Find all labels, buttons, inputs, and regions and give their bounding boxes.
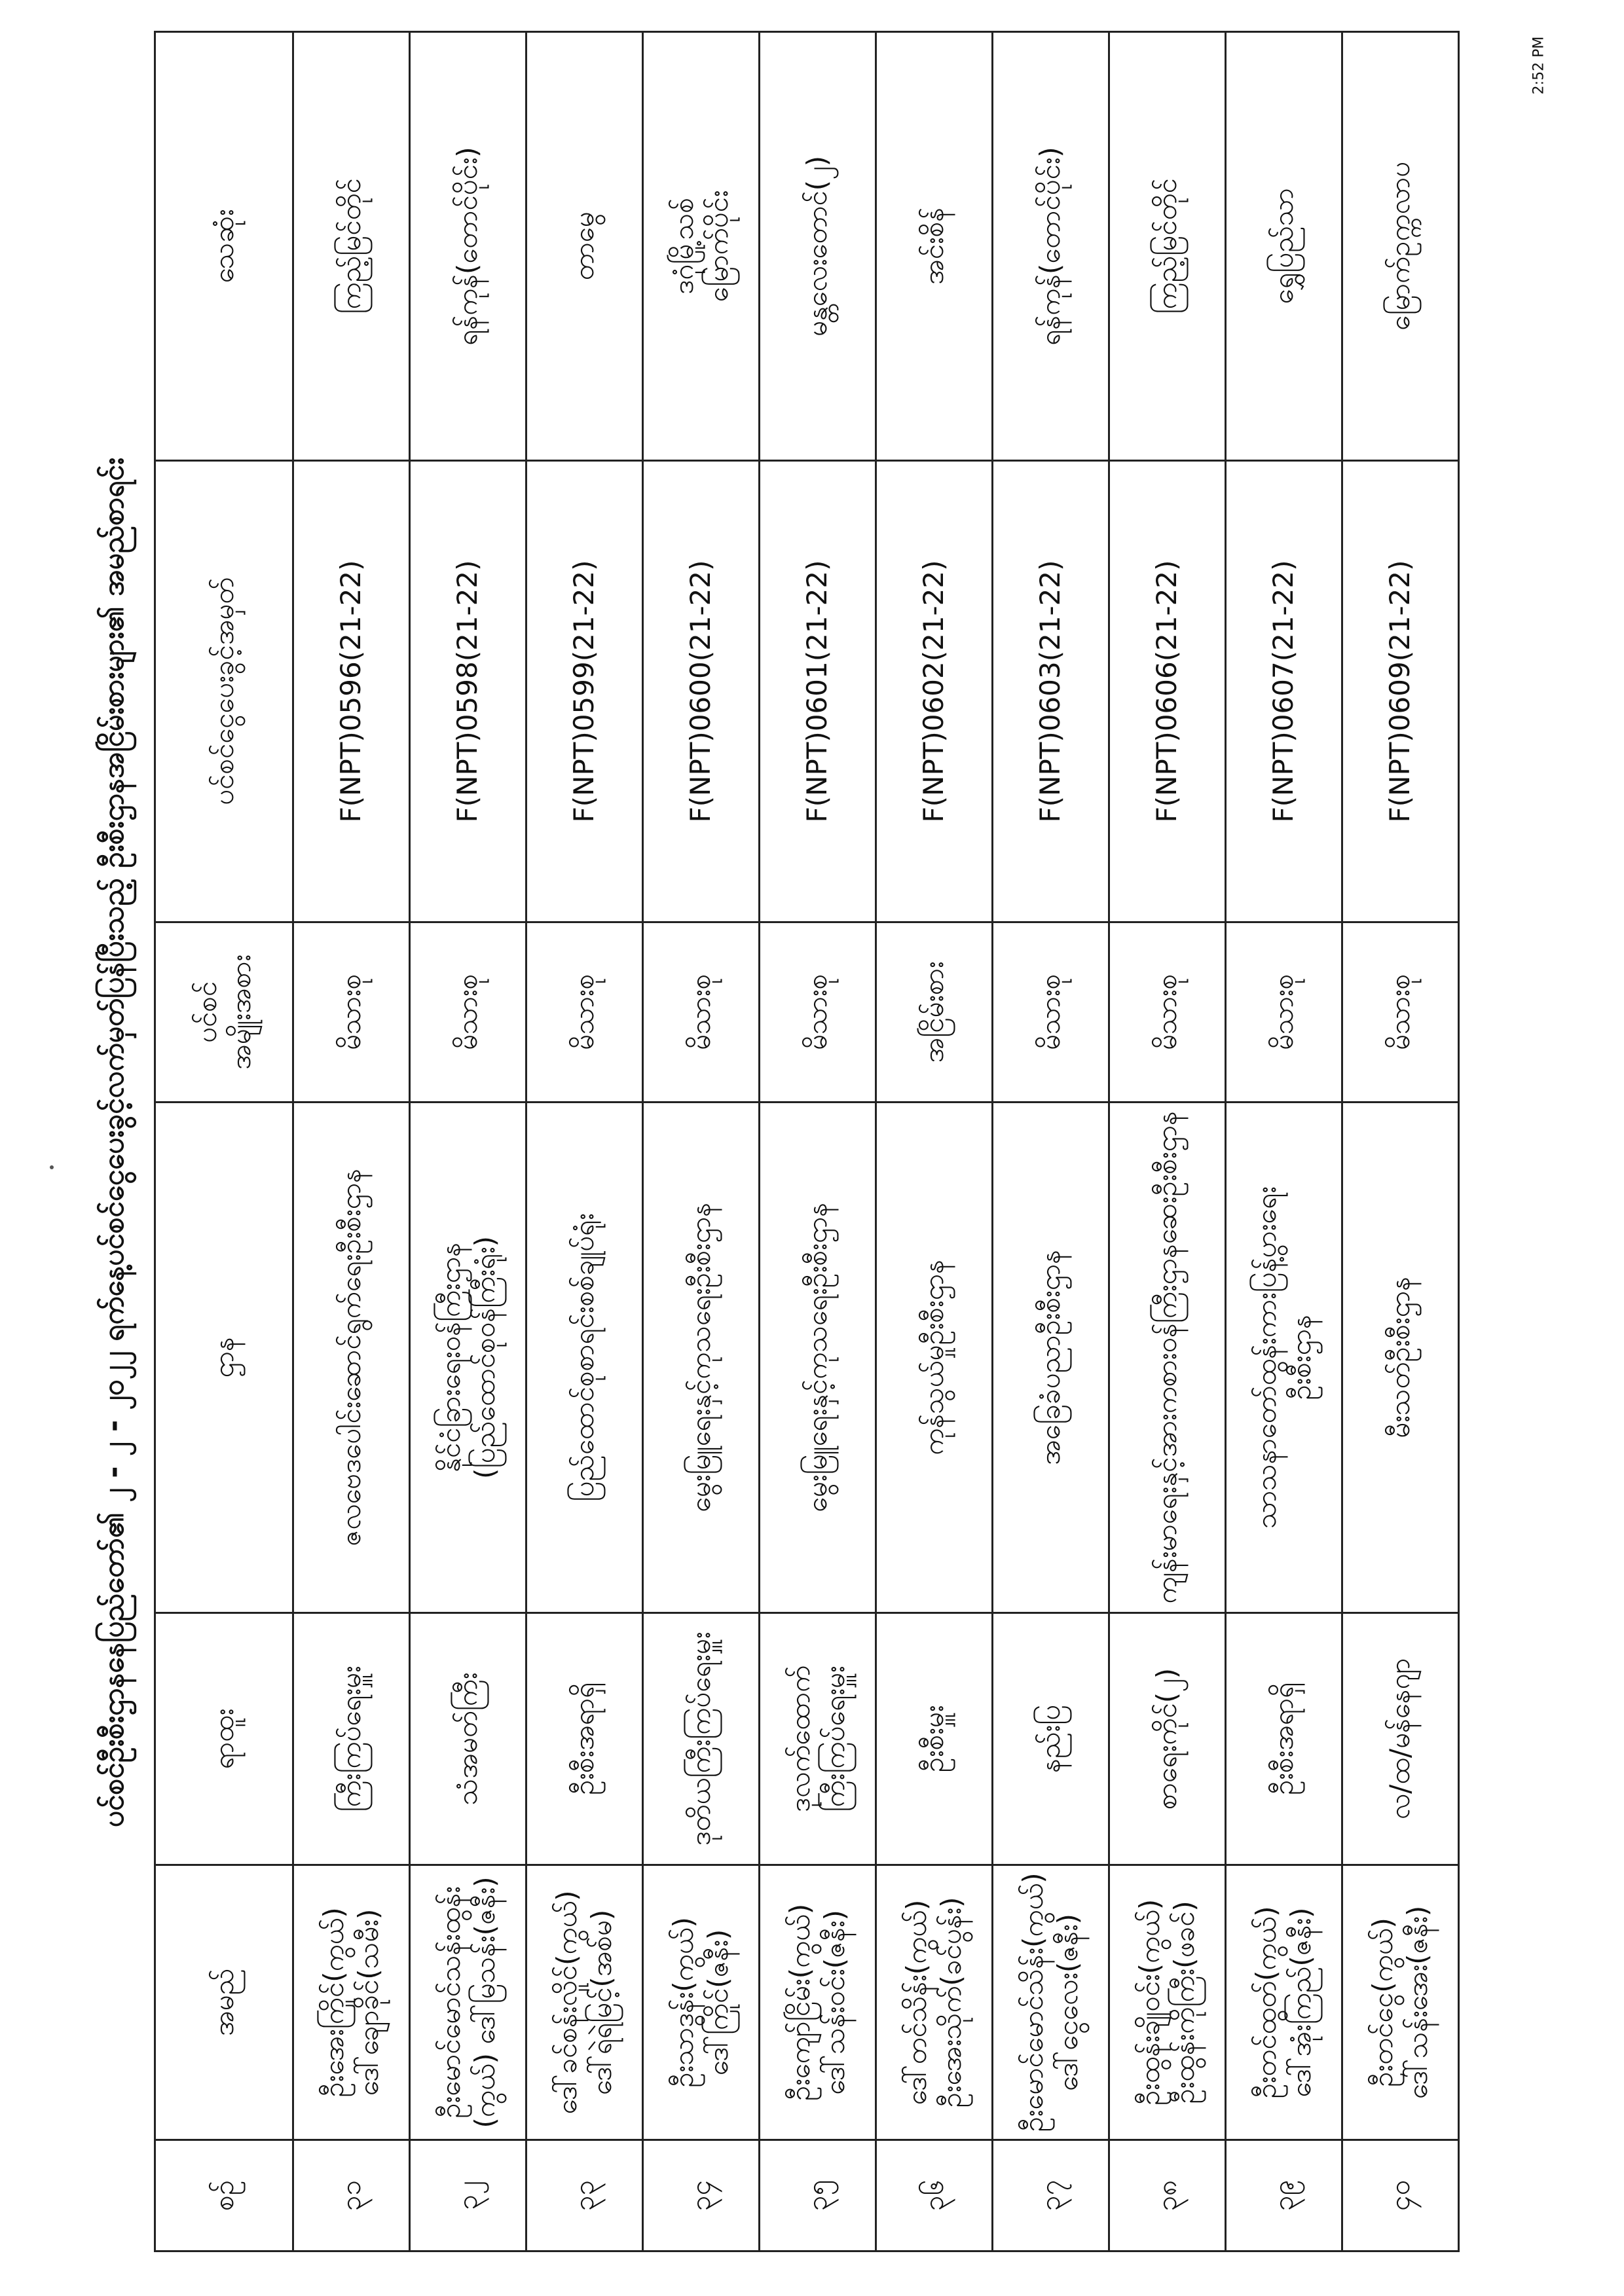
cell-rank-text: နည်းပြ [1034,1705,1067,1774]
cell-name-text: ဦးတင်ငွေ(ကွယ်) [1367,1918,1399,2087]
cell-name [410,1865,526,2140]
cell-pension-type-text: မိသားစု [335,974,367,1051]
cell-cert-no-text: F(NPT)0603(21-22) [1034,560,1067,823]
cell-office-text: ပြည်ထောင်စုစာရင်းစစ်ချုပ်ရုံး [568,1213,600,1502]
table-row [410,32,526,2251]
cell-cert-no-text: F(NPT)0607(21-22) [1267,560,1300,823]
cell-pension-type [1226,922,1342,1102]
cell-rank [410,1613,526,1865]
cell-place [1342,32,1459,461]
cell-place-text: ကြည့်မြင်တိုင် [335,178,367,314]
cell-place [993,32,1109,461]
cell-no [1109,2140,1226,2251]
cell-office [293,1102,410,1613]
cell-pension-type-text: မိသားစု [568,974,600,1051]
cell-pension-type-text: မိသားစု [1267,974,1300,1051]
header-rank: ရာထူး [155,1613,293,1865]
cell-place [1109,32,1226,461]
cell-cert-no-text: F(NPT)0602(21-22) [917,560,950,823]
cell-rank [526,1613,643,1865]
cell-name-text: ဦးသာဒွန်း(ကွယ်) [667,1917,699,2088]
cell-no-text: ၃၁ [335,2179,367,2212]
cell-name-text: ဒေါ်တင်သိန်း(ကွယ်) [900,1899,932,2105]
header-place: သေဆုံး [155,32,293,461]
cell-office-text: ကျန်းမာရေးနှင့်အားကစားဝန်ကြီးဌာနဆေးဦးစီးဌာန [1151,1111,1183,1604]
cell-office-text: သာသနာတော်ထွန်းကားပြန့်ပွားရေး [1250,1186,1282,1529]
cell-rank [293,1613,410,1865]
cell-cert-no-text: F(NPT)0599(21-22) [568,560,600,823]
header-name: အမည် [155,1865,293,2140]
cell-name-text: ဦးတင်ထွတ်(ကွယ်) [1250,1906,1282,2099]
cell-pension-type-text: မိသားစု [451,974,484,1051]
cell-name [1109,1865,1226,2140]
cell-no [643,2140,760,2251]
cell-rank-text: ဦးစီးမှူး [917,1705,950,1773]
cell-name-text: ဒေါ်ခင်စန်းလှိုင်(ကွယ်) [551,1890,583,2115]
table-row [993,32,1109,2251]
table-row [876,32,993,2251]
cell-cert-no [760,461,876,922]
cell-name-text: ဒေါ်သန်းဝင်း(ဇနီး) [818,1910,851,2095]
cell-cert-no-text: F(NPT)0600(21-22) [684,560,717,823]
header-pension-type: ပင်စင် အမျိုးအစား [155,922,293,1102]
cell-name-text: ဦးမောင်မောင်သိန်း(ကွယ်) [1017,1872,1049,2132]
cell-place-text: ရန်ကုန်(တောင်ပိုင်း) [451,147,484,346]
cell-cert-no-text: F(NPT)0606(21-22) [1151,560,1183,823]
cell-place-text: တာမွေ [568,211,600,281]
cell-rank-text: ကြီးကြပ်ရေးမှူး [335,1666,367,1812]
cell-no [526,2140,643,2251]
cell-cert-no [410,461,526,922]
cell-name-text: ဒေါ်ချောခိုင်(သမီး) [352,1908,384,2096]
cell-rank-text: သံအမတ်ကြီး [451,1672,484,1806]
cell-no [293,2140,410,2251]
cell-cert-no [293,461,410,922]
cell-pension-type [293,922,410,1102]
cell-place [1226,32,1342,461]
cell-place-text: ကြည့်မြင်တိုင် [1151,178,1183,314]
table-row [760,32,876,2251]
cell-place-text: အင်းစိန် [917,208,950,285]
cell-cert-no [643,461,760,922]
cell-name [760,1865,876,2140]
cell-cert-no-text: F(NPT)0598(21-22) [451,560,484,823]
cell-name-text: ဦးအေးသိုက်(ခင်ပွန်း) [934,1897,967,2108]
cell-name [876,1865,993,2140]
pension-table [154,31,1460,2252]
cell-cert-no [993,461,1109,922]
cell-pension-type [760,922,876,1102]
cell-office [526,1102,643,1613]
cell-rank-text: ဒုလက်ထောက် [784,1665,816,1813]
cell-office [1342,1102,1459,1613]
cell-pension-type [1109,922,1226,1102]
cell-cert-no-text: F(NPT)0601(21-22) [801,560,834,823]
rotated-document [79,33,1454,2252]
table-row [526,32,643,2251]
cell-office-text: ဇလဗေဒပေါင်းဆောင်ရွက်ရေးဦးစီးဌာန [335,1169,367,1546]
header-cert-no: ပင်စင်ငွေပေးခွင့်အမှတ် [155,461,293,922]
cell-name-text: ဒေါ်ငွေလေး(ဇနီး) [1051,1913,1084,2092]
cell-pension-type-text: မိသားစု [1384,974,1416,1051]
cell-place-text: ရွှေပြည်သာ [1267,188,1300,304]
cell-no-text: ၃၅ [801,2179,834,2212]
cell-rank-text: ကြီးကြပ်ရေးမှူး [818,1666,851,1812]
cell-name-text: ဒေါ်သန်းအေး(ဇနီး) [1401,1905,1433,2100]
cell-place [293,32,410,461]
cell-no-text: ၃၄ [684,2179,717,2212]
cell-no-text: ၃၈ [1151,2179,1183,2212]
cell-name [526,1865,643,2140]
cell-office [993,1102,1109,1613]
cell-no-text: ၃၉ [1267,2179,1300,2212]
cell-name-text: ဦးကျော်ငြိမ်း(ကွယ်) [784,1903,816,2102]
cell-name [993,1865,1109,2140]
cell-rank [1342,1613,1459,1865]
cell-office-text: မီးသတ်ဦးစီးဌာန [1384,1277,1416,1438]
cell-pension-type-text: အငြိမ်းစား [917,961,950,1063]
cell-no-text: ၃၂ [451,2181,484,2210]
cell-no [993,2140,1109,2251]
cell-no-text: ၄၀ [1384,2179,1416,2212]
cell-pension-type [526,922,643,1102]
cell-office-text: ကုန်သွယ်မှုဦးစီးဌာန [917,1260,950,1455]
header-office: ဌာန [155,1102,293,1613]
cell-cert-no [1342,461,1459,922]
cell-office [1226,1102,1342,1613]
cell-rank-text: ဦးစီးအရာရှိ [568,1682,600,1796]
table-row [1109,32,1226,2251]
cell-office [410,1102,526,1613]
cell-office-text: နိုင်ငံခြားရေးဝန်ကြီးဌာန [434,1243,466,1472]
cell-place-text: မြောက်ဥက္ကလာပ [1384,161,1416,331]
cell-office [1109,1102,1226,1613]
cell-place [526,32,643,461]
cell-rank-text: လ/ထ/မန်နေဂျာ [1384,1658,1416,1820]
cell-cert-no-text: F(NPT)0596(21-22) [335,560,367,823]
cell-name [1226,1865,1342,2140]
cell-name-text: ဦးမောင်မောင်သန်းထွန်း [434,1886,466,2119]
cell-rank [643,1613,760,1865]
scan-speck [50,1165,54,1169]
table-row [643,32,760,2251]
cell-rank [1109,1613,1226,1865]
header-no: စဉ် [155,2140,293,2251]
cell-office-text: (ပြည်ထောင်စုဝန်ကြီးရုံး) [468,1236,501,1479]
cell-office-text: ဦးစီးဌာန [1284,1315,1317,1400]
cell-office [876,1102,993,1613]
cell-name [293,1865,410,2140]
cell-place-text: ရန်ကုန်(တောင်ပိုင်း) [1034,147,1067,346]
cell-name [643,1865,760,2140]
cell-cert-no [876,461,993,922]
cell-no [1226,2140,1342,2251]
cell-office-text: မွေးမြူရေးနှင့်ကုသရေးဦးစီးဌာန [684,1202,717,1513]
cell-name-text: ဦးအေးကြိုင်(ကွယ်) [318,1907,350,2098]
cell-rank-text: စာရေးကိုင်(၂) [1151,1667,1183,1810]
cell-pension-type-text: မိသားစု [1151,974,1183,1051]
cell-rank-text: ဦးစီးအရာရှိ [1267,1682,1300,1796]
cell-no-text: ၃၇ [1034,2179,1067,2212]
cell-place-text: မြောက်ပိုင်း [701,190,734,302]
cell-pension-type-text: မိသားစု [801,974,834,1051]
cell-name-text: ဦးထွန်းကိုကြီး(ဖခင်) [1168,1901,1200,2104]
cell-no [876,2140,993,2251]
cell-no [410,2140,526,2251]
document-title: ပင်စင်ဦးစီးဌာနနေပြည်တော်၏ ၂ - ၂ - ၂၀၂၂ ရက်နေ့ပင်စင်ငွေပေးခွင့်လက်မှတ်ပြန်ပြီးသည့် ဦးစီးဌာနအငြိမ်းစားများ၏ အမည်စာရင်း [96,457,130,1828]
cell-name-text: ဦးထွန်းချိုဝင်း(ကွယ်) [1134,1899,1166,2106]
cell-place-text: ဒဂုံမြို့သစ် [667,198,699,295]
cell-name-text: ဒေါ်ရဲရဲမြင့်(အစ်မ) [585,1909,618,2096]
cell-name [1342,1865,1459,2140]
cell-name-text: (ကွယ်) ဒေါ်မြသန်း(ဇနီး) [468,1876,501,2128]
cell-office-text: အခြေခံပညာဦးစီးဌာန [1034,1250,1067,1465]
cell-name-text: ဒေါ်ကြိုင်(ဇနီး) [701,1929,734,2076]
cell-place [643,32,760,461]
cell-cert-no [526,461,643,922]
cell-rank-text: ဒုတိယကြီးကြပ်ရေးမှူး [684,1631,717,1846]
cell-office-text: မွေးမြူရေးနှင့်ကုသရေးဦးစီးဌာန [801,1202,834,1513]
cell-no [1342,2140,1459,2251]
cell-place [410,32,526,461]
cell-cert-no [1109,461,1226,922]
scan-timestamp: 2:52 PM [1530,36,1547,95]
cell-rank [993,1613,1109,1865]
cell-cert-no [1226,461,1342,922]
cell-name-text: ဒေါ်အုံးကြည်(ဇနီး) [1284,1907,1317,2098]
cell-rank [760,1613,876,1865]
table-row [1342,32,1459,2251]
cell-pension-type [993,922,1109,1102]
cell-pension-type [876,922,993,1102]
cell-no-text: ၃၃ [568,2179,600,2212]
cell-rank [876,1613,993,1865]
cell-office [643,1102,760,1613]
cell-place-text: မန္တလေးတောင်(၂) [801,155,834,337]
table-row [1226,32,1342,2251]
cell-no [760,2140,876,2251]
cell-place [760,32,876,461]
table-row [293,32,410,2251]
cell-office [760,1102,876,1613]
cell-pension-type-text: မိသားစု [1034,974,1067,1051]
header-row [155,32,293,2251]
cell-pension-type [643,922,760,1102]
cell-pension-type [410,922,526,1102]
cell-no-text: ၃၆ [917,2179,950,2212]
cell-cert-no-text: F(NPT)0609(21-22) [1384,560,1416,823]
cell-rank [1226,1613,1342,1865]
cell-pension-type [1342,922,1459,1102]
cell-pension-type-text: မိသားစု [684,974,717,1051]
cell-place [876,32,993,461]
